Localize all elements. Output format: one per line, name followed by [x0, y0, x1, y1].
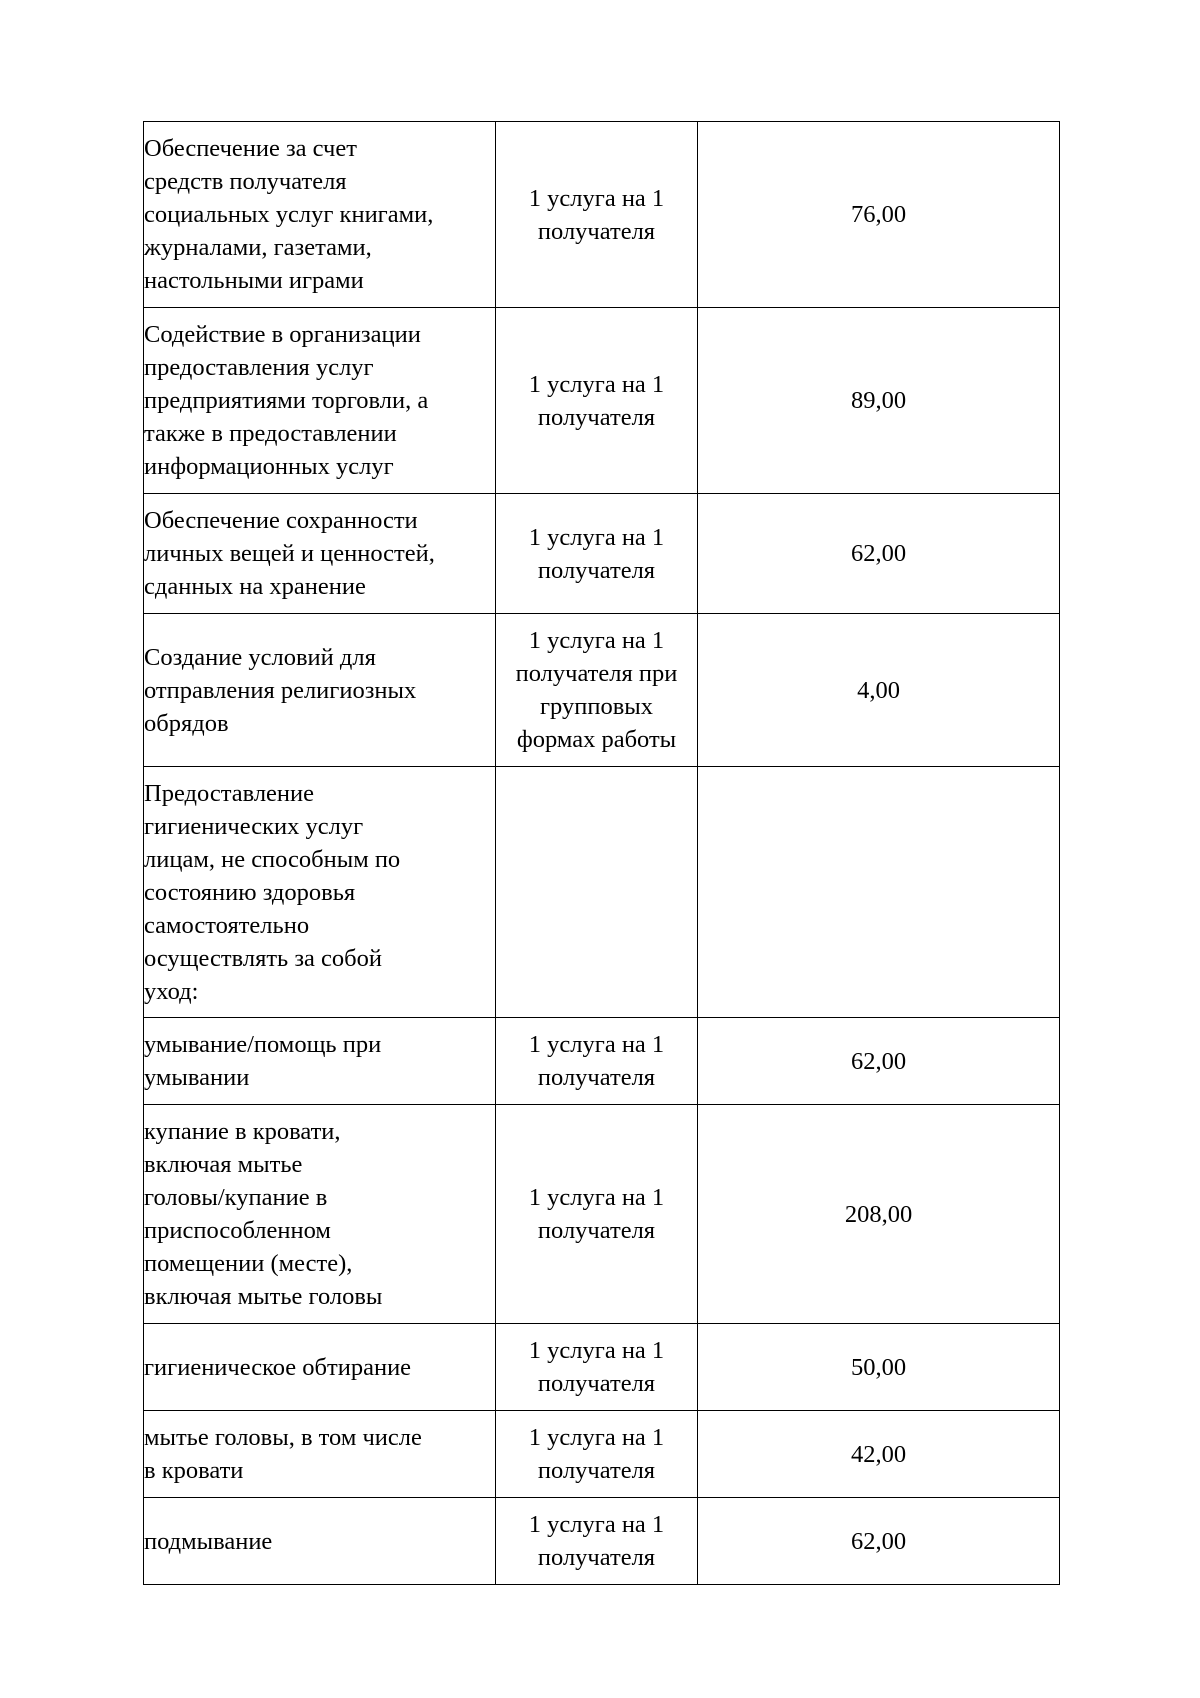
price-cell [698, 1018, 1060, 1105]
service-name-cell [144, 767, 496, 1018]
unit-of-service: 1 услуга на 1 получателя [528, 1031, 665, 1091]
service-name-cell [144, 614, 496, 767]
price-cell [698, 767, 1060, 1018]
service-price: 62,00 [850, 1527, 907, 1555]
price-cell [698, 614, 1060, 767]
unit-of-service: 1 услуга на 1 получателя [528, 1337, 665, 1397]
services-tariff-table [143, 121, 1060, 1585]
service-name-cell [144, 494, 496, 614]
unit-cell [496, 614, 698, 767]
table-row [144, 1324, 1060, 1411]
service-name-cell [144, 308, 496, 494]
price-cell [698, 122, 1060, 308]
service-name-cell [144, 1018, 496, 1105]
table-row [144, 614, 1060, 767]
price-cell [698, 1498, 1060, 1585]
service-name-cell [144, 1324, 496, 1411]
service-price: 89,00 [850, 387, 907, 414]
service-name: Предоставление гигиенических услуг лицам, не способным по состоянию здоровья самостоятельно осуществлять за собой уход: [144, 779, 401, 1005]
table-row [144, 308, 1060, 494]
unit-of-service: 1 услуга на 1 получателя [528, 184, 665, 245]
unit-cell [496, 1324, 698, 1411]
table-row [144, 1411, 1060, 1498]
unit-cell [496, 1411, 698, 1498]
table-row [144, 767, 1060, 1018]
service-name: подмывание [144, 1527, 273, 1555]
price-cell [698, 1324, 1060, 1411]
service-name-cell [144, 1105, 496, 1324]
table-row [144, 1018, 1060, 1105]
unit-cell [496, 767, 698, 1018]
service-name: Содействие в организации предоставления услуг предприятиями торговли, а также в предоставлении информационных услуг [144, 321, 429, 480]
unit-cell [496, 308, 698, 494]
service-name-cell [144, 1411, 496, 1498]
service-price: 4,00 [857, 676, 900, 704]
table-row [144, 1105, 1060, 1324]
service-name: умывание/помощь при умывании [144, 1031, 382, 1091]
unit-cell [496, 122, 698, 308]
unit-cell [496, 1105, 698, 1324]
service-price: 208,00 [844, 1200, 913, 1228]
unit-cell [496, 494, 698, 614]
table-row [144, 1498, 1060, 1585]
unit-of-service: 1 услуга на 1 получателя [528, 523, 665, 584]
service-name-cell [144, 1498, 496, 1585]
service-name: гигиеническое обтирание [144, 1353, 412, 1381]
unit-of-service: 1 услуга на 1 получателя [528, 370, 665, 431]
unit-of-service: 1 услуга на 1 получателя [528, 1511, 665, 1571]
service-name: Обеспечение за счет средств получателя социальных услуг книгами, журналами, газетами, настольными играми [144, 135, 434, 294]
service-name: Обеспечение сохранности личных вещей и ценностей, сданных на хранение [144, 507, 435, 600]
unit-cell [496, 1498, 698, 1585]
unit-of-service: 1 услуга на 1 получателя при групповых формах работы [515, 627, 678, 753]
service-price: 50,00 [850, 1353, 907, 1381]
service-price: 62,00 [850, 1047, 907, 1075]
table-row [144, 122, 1060, 308]
service-name-cell [144, 122, 496, 308]
price-cell [698, 308, 1060, 494]
service-name: купание в кровати, включая мытье головы/купание в приспособленном помещении (месте), включая мытье головы [144, 1118, 383, 1310]
table-row [144, 494, 1060, 614]
service-price: 76,00 [850, 201, 907, 228]
price-cell [698, 1411, 1060, 1498]
service-name: мытье головы, в том числе в кровати [144, 1424, 422, 1484]
service-name: Создание условий для отправления религиозных обрядов [144, 643, 417, 737]
unit-of-service: 1 услуга на 1 получателя [528, 1184, 665, 1244]
service-price: 42,00 [850, 1440, 907, 1468]
unit-of-service: 1 услуга на 1 получателя [528, 1424, 665, 1484]
unit-cell [496, 1018, 698, 1105]
service-price: 62,00 [850, 540, 907, 567]
price-cell [698, 1105, 1060, 1324]
price-cell [698, 494, 1060, 614]
